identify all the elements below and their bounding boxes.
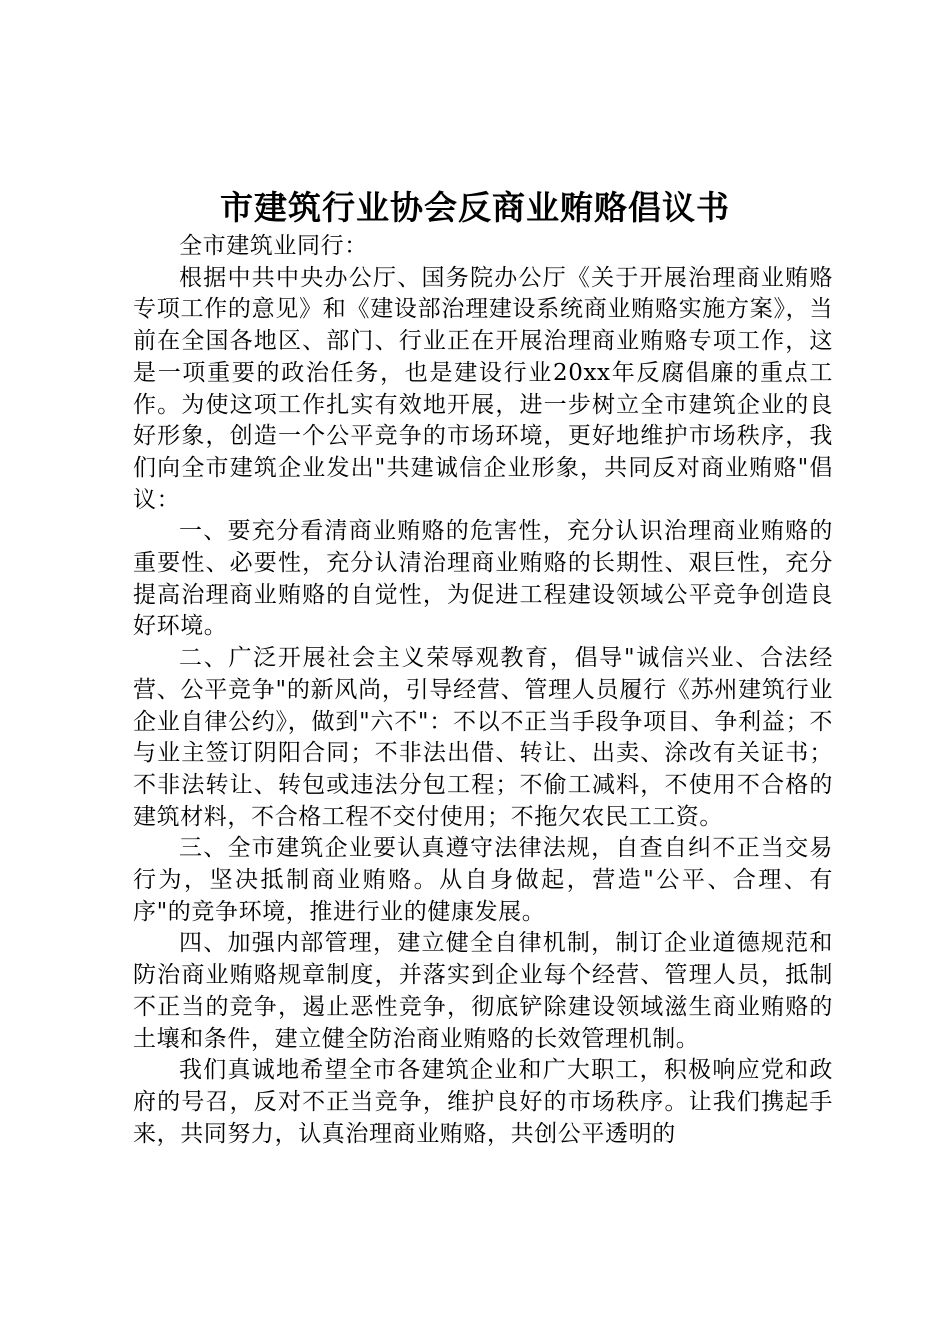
paragraph-intro: 根据中共中央办公厅、国务院办公厅《关于开展治理商业贿赂专项工作的意见》和《建设部治理建设系统商业贿赂实施方案》，当前在全国各地区、部门、行业正在开展治理商业贿赂专项工作，这是一项重要的政治任务，也是建设行业20xx年反腐倡廉的重点工作。为使这项工作扎实有效地开展，进一步树立全市建筑企业的良好形象，创造一个公平竞争的市场环境，更好地维护市场秩序，我们向全市建筑企业发出"共建诚信企业形象，共同反对商业贿赂"倡议： [133,264,833,513]
paragraph-point-4: 四、加强内部管理，建立健全自律机制，制订企业道德规范和防治商业贿赂规章制度，并落实到企业每个经营、管理人员，抵制不正当的竞争，遏止恶性竞争，彻底铲除建设领域滋生商业贿赂的土壤和条件，建立健全防治商业贿赂的长效管理机制。 [133,930,833,1052]
paragraph-point-2: 二、广泛开展社会主义荣辱观教育，倡导"诚信兴业、合法经营、公平竞争"的新风尚，引导经营、管理人员履行《苏州建筑行业企业自律公约》，做到"六不"：不以不正当手段争项目、争利益；不与业主签订阴阳合同；不非法出借、转让、出卖、涂改有关证书；不非法转让、转包或违法分包工程；不偷工减料，不使用不合格的建筑材料，不合格工程不交付使用；不拖欠农民工工资。 [133,645,833,830]
document-body [133,231,833,1150]
paragraph-point-3: 三、全市建筑企业要认真遵守法律法规，自查自纠不正当交易行为，坚决抵制商业贿赂。从自身做起，营造"公平、合理、有序"的竞争环境，推进行业的健康发展。 [133,835,833,925]
salutation: 全市建筑业同行： [179,233,368,259]
paragraph-closing: 我们真诚地希望全市各建筑企业和广大职工，积极响应党和政府的号召，反对不正当竞争，维护良好的市场秩序。让我们携起手来，共同努力，认真治理商业贿赂，共创公平透明的 [133,1057,833,1147]
document-title: 市建筑行业协会反商业贿赂倡议书 [220,188,730,227]
paragraph-point-1: 一、要充分看清商业贿赂的危害性，充分认识治理商业贿赂的重要性、必要性，充分认清治理商业贿赂的长期性、艰巨性，充分提高治理商业贿赂的自觉性，为促进工程建设领域公平竞争创造良好环境。 [133,518,833,640]
